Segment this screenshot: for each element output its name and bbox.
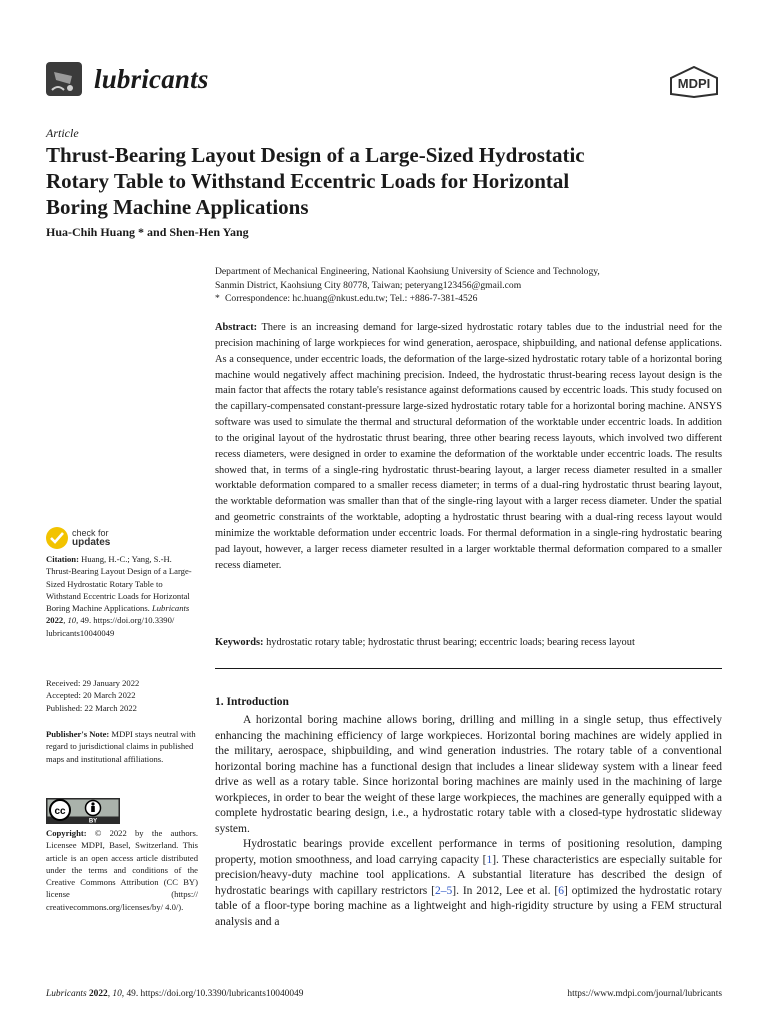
reference-link[interactable]: 2–5 [434, 884, 453, 897]
authors: Hua-Chih Huang * and Shen-Hen Yang [46, 225, 249, 239]
title-line: Rotary Table to Withstand Eccentric Loads for Horizontal [46, 169, 570, 193]
publisher-note [46, 728, 198, 765]
affiliation-line: Sanmin District, Kaohsiung City 80778, Taiwan; peteryang123456@gmail.com [215, 279, 522, 291]
footer-year: 2022 [88, 989, 108, 999]
copyright [46, 827, 198, 913]
introduction-body [215, 713, 722, 930]
affiliation-line: Department of Mechanical Engineering, National Kaohsiung University of Science and Technology, [215, 266, 600, 277]
citation-label: Citation: [46, 554, 79, 564]
section-heading: 1. Introduction [215, 696, 289, 708]
received-date: Received: 29 January 2022 [46, 678, 140, 688]
citation-year: 2022 [46, 615, 64, 626]
published-date: Published: 22 March 2022 [46, 702, 137, 713]
lubricants-logo-icon [46, 62, 86, 96]
keywords-text: hydrostatic rotary table; hydrostatic thrust bearing; eccentric loads; bearing recess layout [266, 637, 635, 648]
journal-header [46, 60, 722, 100]
citation-text: Huang, H.-C.; Yang, S.-H. Thrust-Bearing Layout Design of a Large-Sized Hydrostatic Rotary Table to Withstand Eccentric Loads for Horizontal Boring Machine Applications. [46, 554, 192, 614]
check-updates-label: check for [72, 528, 109, 538]
check-updates-label: updates [72, 537, 111, 548]
reference-link[interactable]: 6 [558, 884, 565, 897]
footer-journal-link[interactable]: https://www.mdpi.com/journal/lubricants [567, 989, 722, 999]
journal-name: lubricants [94, 64, 209, 94]
footer-journal: Lubricants [46, 989, 87, 999]
paragraph-text: ]. In 2012, Lee et al. [ [452, 884, 559, 897]
cc-badge-text: BY [88, 818, 98, 824]
paragraph: A horizontal boring machine allows boring, drilling and milling in a single setup, thus effectively enhancing the machining efficiency of large workpieces. Horizontal boring machines are widely applied in the military, aerospace, shipbuilding, and wind generation industries. The rotary table of a conventional horizontal boring machine has a functional design that includes a linear slideway system with a linear feed drive as well as a rotary table. Since horizontal boring machines are mainly used in the machining of large workpieces, in order to bear the weight of these large workpieces, the machines are generally equipped with a complete hydrostatic bearing design, i.e., a hydrostatic rotary table with a closed-type hydrostatic slideway system. [215, 714, 722, 835]
abstract-label: Abstract: [215, 322, 258, 333]
check-updates-icon [46, 527, 68, 549]
title-line: Thrust-Bearing Layout Design of a Large-Sized Hydrostatic [46, 143, 585, 167]
copyright-label: Copyright: [46, 828, 87, 838]
correspondence [215, 292, 725, 306]
publication-dates [46, 677, 198, 714]
publisher-note-text: MDPI stays neutral with regard to jurisdictional claims in published maps and institutional affiliations. [46, 729, 196, 764]
svg-text:cc: cc [54, 806, 66, 817]
keywords [215, 635, 725, 650]
citation-volume: 10 [67, 615, 77, 626]
article-type: Article [46, 126, 79, 140]
footer-citation: Lubricants 2022, 10, 49. https://doi.org/10.3390/lubricants10040049 [46, 989, 304, 999]
check-for-updates-button[interactable] [46, 527, 166, 549]
section-divider [215, 668, 722, 669]
citation-doi[interactable]: , 49. https://doi.org/10.3390/ lubricants10040049 [46, 615, 175, 638]
cc-by-license-icon[interactable] [46, 798, 120, 824]
copyright-text: © 2022 by the authors. Licensee MDPI, Basel, Switzerland. This article is an open access article distributed under the terms and conditions of the Creative Commons Attribution (CC BY) license (https:// creativecommons.org/licenses/by/ 4.0/). [46, 828, 198, 912]
correspondence-text: Correspondence: hc.huang@nkust.edu.tw; Tel.: +886-7-381-4526 [225, 293, 478, 304]
footer-volume: 10 [112, 989, 122, 999]
publisher-note-label: Publisher's Note: [46, 729, 110, 739]
title-line: Boring Machine Applications [46, 195, 309, 219]
article-title [46, 142, 706, 220]
paragraph-text: ] optimized the hydrostatic rotary table of a floor-type boring machine as a lightweight and high-rigidity structure by using a FEM structural analysis and a [215, 884, 722, 928]
paragraph-text: Hydrostatic bearings provide excellent performance in terms of positioning resolution, damping property, motion smoothness, and load carrying capacity [ [215, 838, 722, 866]
citation-journal: Lubricants [151, 603, 190, 614]
mdpi-logo-text: MDPI [677, 76, 711, 91]
abstract [215, 320, 722, 574]
affiliation [215, 265, 725, 306]
correspondence-star: * [215, 293, 220, 304]
paragraph [215, 837, 722, 930]
keywords-label: Keywords: [215, 637, 264, 648]
paragraph-text: ]. These characteristics are especially suitable for precision/heavy-duty machine tool applications. A substantial literature has described the design of hydrostatic bearings with capillary restrictors [ [215, 853, 722, 897]
accepted-date: Accepted: 20 March 2022 [46, 690, 136, 701]
reference-link[interactable]: 1 [486, 853, 493, 866]
footer-doi[interactable]: , 49. https://doi.org/10.3390/lubricants10040049 [121, 989, 304, 999]
abstract-text: There is an increasing demand for large-sized hydrostatic rotary tables due to the industrial need for the precision machining of large workpieces for wind generation, aerospace, shipbuilding, and national defense applications. As a consequence, under eccentric loads, the deformation of the large-sized hydrostatic rotary table of a horizontal boring machine would negatively affect machining precision. Indeed, the hydrostatic thrust-bearing recess layout design is the main factor that affects the rotary table's resistance against deformations caused by eccentric loads. This study focused on the capillary-compensated constant-pressure large-sized hydrostatic rotary table for a horizontal boring machine. ANSYS software was used to simulate the thermal and structural deformation of the worktable under eccentric loads. In addition to the original layout of the hydrostatic thrust bearing, three other bearing recess layouts, which involved two different recess diameters, were designed in order to examine the deformation of the worktable under eccentric loads. The results showed that, in terms of a single-ring hydrostatic thrust-bearing layout, a larger recess diameter resulted in a smaller worktable deformation compared to a smaller recess diameter; in terms of a dual-ring hydrostatic thrust bearing layout, the worktable deformation was smaller than that of the single-ring layout with a larger recess diameter. Under the spatial and geometric constraints of the worktable, adopting a hydrostatic thrust bearing with a dual-ring recess layout would minimize the worktable deformation under eccentric loads. For thermal deformation in a single-ring hydrostatic bearing pad layout, however, a larger recess diameter resulted in a larger worktable thermal deformation compared to a smaller recess diameter. [215, 322, 722, 571]
citation: Citation: Huang, H.-C.; Yang, S.-H. Thrust-Bearing Layout Design of a Large-Sized Hydrostatic Rotary Table to Withstand Eccentric Loads for Horizontal Boring Machine Applications. Lubricants 2022, 10, 49. https://doi.org/10.3390/ lubricants10040049 [46, 554, 192, 638]
mdpi-logo-icon [668, 66, 720, 98]
